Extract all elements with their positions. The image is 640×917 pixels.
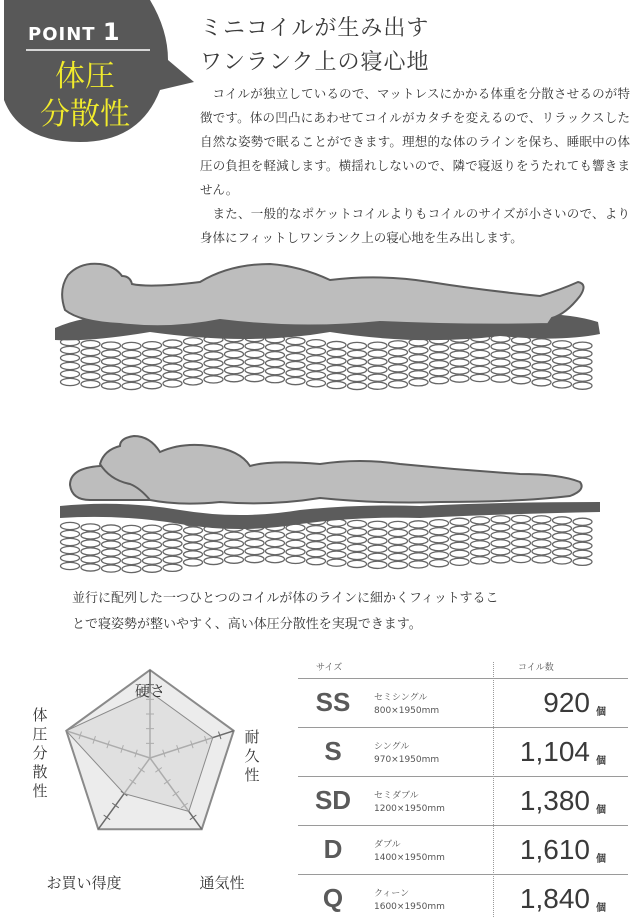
size-name: シングル (374, 742, 410, 752)
radar-axis-label: 耐久性 (244, 728, 260, 784)
header-size: サイズ (316, 663, 343, 673)
coil-icon (471, 517, 490, 564)
size-code: Q (322, 883, 344, 913)
coil-icon (122, 525, 141, 572)
coil-icon (532, 516, 551, 563)
size-name: セミシングル (374, 693, 428, 703)
coil-icon (389, 341, 408, 388)
size-dimensions: 1600×1950mm (374, 902, 445, 912)
point-badge (0, 0, 196, 160)
size-dimensions: 1200×1950mm (374, 804, 445, 814)
size-name: セミダブル (374, 791, 419, 801)
table-header (298, 660, 628, 678)
coil-icon (368, 521, 387, 568)
header-coil-count: コイル数 (518, 663, 554, 673)
size-name: クィーン (374, 889, 410, 899)
radar-axis-label: 体圧分散性 (32, 706, 48, 800)
coil-row-1 (61, 334, 593, 389)
coil-icon (368, 342, 387, 389)
size-dimensions: 800×1950mm (374, 706, 440, 716)
size-name: ダブル (374, 840, 401, 850)
coil-icon (204, 336, 223, 383)
coil-icon (122, 342, 141, 389)
radar-axis-label: 通気性 (199, 874, 245, 892)
coil-icon (225, 335, 244, 382)
coil-count: 1,610 (519, 834, 590, 865)
coil-icon (491, 335, 510, 382)
point-label: POINT 1 (28, 18, 121, 46)
illustration-side-sleeper (0, 430, 640, 590)
size-code: S (324, 736, 342, 766)
coil-count: 1,380 (519, 785, 590, 816)
coil-icon (163, 524, 182, 571)
coil-icon (102, 525, 121, 572)
radar-axis-label: 硬さ (134, 682, 166, 700)
coil-icon (430, 337, 449, 384)
coil-icon (327, 341, 346, 388)
coil-icon (143, 525, 162, 572)
coil-icon (409, 339, 428, 386)
table-row (298, 874, 628, 917)
count-unit: 個 (596, 854, 606, 865)
coil-icon (102, 342, 121, 389)
body-paragraph-1: コイルが独立しているので、マットレスにかかる体重を分散させるのが特徴です。体の凹凸にあわせてコイルがカタチを変えるので、リラックスした自然な姿勢で眠ることができます。理想的な体のラインを保ち、睡眠中の体圧の負担を軽減します。横揺れしないので、隣で寝返りをうたれても響きません。 (200, 86, 630, 197)
illustration-back-sleeper (0, 250, 640, 400)
radar-axis-label: お買い得度 (46, 874, 122, 892)
table-row (298, 678, 628, 727)
size-dimensions: 1400×1950mm (374, 853, 445, 863)
coil-icon (471, 334, 490, 381)
count-unit: 個 (596, 805, 606, 816)
coil-icon (143, 342, 162, 389)
illustration-caption: 並行に配列した一つひとつのコイルが体のラインに細かくフィットするこ とで寝姿勢が整いやすく、高い体圧分散性を実現できます。 (72, 591, 499, 632)
coil-icon (553, 517, 572, 564)
coil-icon (409, 521, 428, 568)
coil-icon (327, 519, 346, 566)
coil-row-2 (61, 515, 593, 572)
table-row (298, 776, 628, 825)
coil-icon (286, 337, 305, 384)
coil-icon (553, 341, 572, 388)
radar-chart (0, 660, 300, 917)
coil-count: 1,104 (519, 736, 590, 767)
coil-icon (450, 518, 469, 565)
table-divider (493, 662, 494, 917)
size-code: SS (315, 687, 351, 717)
coil-icon (184, 338, 203, 385)
coil-icon (389, 521, 408, 568)
table-row (298, 727, 628, 776)
coil-icon (532, 339, 551, 386)
badge-title: 体圧 分散性 (40, 59, 130, 132)
coil-count-table (298, 660, 628, 917)
coil-icon (512, 515, 531, 562)
body-paragraph-2: また、一般的なポケットコイルよりもコイルのサイズが小さいので、より身体にフィットしワンランク上の寝心地を生み出します。 (200, 206, 630, 245)
coil-icon (245, 335, 264, 382)
coil-icon (61, 338, 80, 385)
coil-icon (450, 335, 469, 382)
coil-icon (512, 337, 531, 384)
count-unit: 個 (596, 707, 606, 718)
coil-icon (163, 340, 182, 387)
coil-icon (491, 516, 510, 563)
body-text (200, 82, 630, 250)
count-unit: 個 (596, 756, 606, 767)
size-code: SD (314, 785, 352, 815)
size-dimensions: 970×1950mm (374, 755, 440, 765)
coil-icon (348, 520, 367, 567)
coil-icon (573, 518, 592, 565)
table-row (298, 825, 628, 874)
size-code: D (323, 834, 343, 864)
coil-count: 920 (543, 687, 590, 718)
coil-icon (307, 340, 326, 387)
coil-icon (61, 522, 80, 569)
coil-icon (307, 518, 326, 565)
coil-icon (348, 342, 367, 389)
coil-icon (430, 520, 449, 567)
coil-icon (573, 342, 592, 389)
coil-icon (81, 524, 100, 571)
coil-count: 1,840 (519, 883, 590, 914)
coil-icon (81, 340, 100, 387)
count-unit: 個 (596, 903, 606, 914)
coil-icon (266, 336, 285, 383)
headline: ミニコイルが生み出す ワンランク上の寝心地 (200, 16, 430, 75)
